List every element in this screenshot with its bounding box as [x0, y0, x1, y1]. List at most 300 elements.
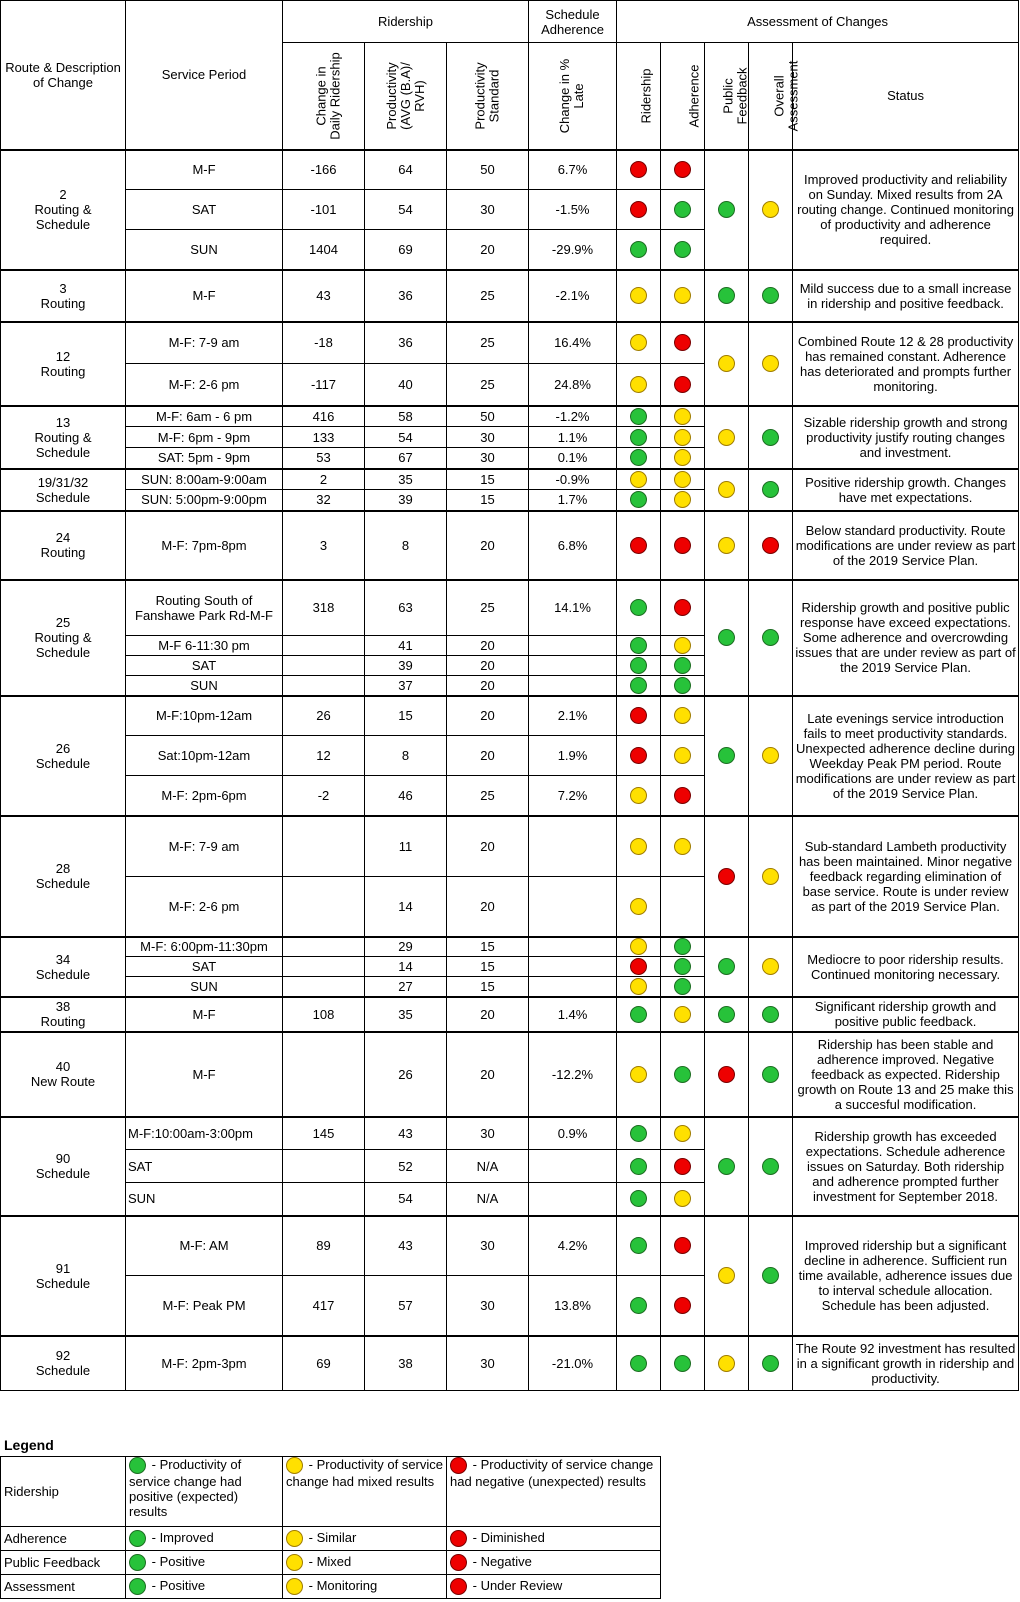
change-late-cell [529, 676, 617, 696]
service-period-cell: M-F:10pm-12am [126, 696, 283, 736]
route-description-line2: Schedule [35, 645, 91, 660]
service-period-cell: M-F: 2pm-6pm [126, 776, 283, 816]
ridership-assessment-cell [617, 190, 661, 230]
adherence-assessment-cell [661, 511, 705, 580]
ridership-assessment-cell [617, 427, 661, 448]
table-row [1, 997, 1019, 1032]
overall-green-indicator-icon [762, 1158, 779, 1175]
legend-green-text: - Improved [151, 1529, 214, 1545]
overall-assessment-cell [749, 1032, 793, 1117]
route-cell [1, 270, 126, 322]
adherence-red-indicator-icon [674, 1158, 691, 1175]
adherence-red-indicator-icon [674, 1237, 691, 1254]
ridership-assessment-cell [617, 776, 661, 816]
ridership-yellow-indicator-icon [630, 334, 647, 351]
overall-assessment-cell [749, 1117, 793, 1216]
productivity-cell: 29 [365, 937, 447, 957]
adherence-assessment-cell [661, 150, 705, 190]
productivity-cell: 67 [365, 448, 447, 469]
overall-green-indicator-icon [762, 1006, 779, 1023]
adherence-assessment-cell [661, 364, 705, 406]
ridership-assessment-cell [617, 1216, 661, 1276]
ridership-assessment-cell [617, 937, 661, 957]
change-ridership-cell [283, 1150, 365, 1183]
ridership-green-indicator-icon [630, 1158, 647, 1175]
adherence-yellow-indicator-icon [674, 471, 691, 488]
service-period-cell: M-F: Peak PM [126, 1276, 283, 1336]
route-cell [1, 1216, 126, 1336]
ridership-assessment-cell [617, 448, 661, 469]
change-ridership-cell: 318 [283, 580, 365, 636]
legend-red-dot-icon [450, 1457, 467, 1474]
adherence-green-indicator-icon [674, 677, 691, 694]
legend-green-text: - Positive [151, 1577, 206, 1593]
change-ridership-cell: 53 [283, 448, 365, 469]
change-late-cell: 0.1% [529, 448, 617, 469]
status-cell: Mediocre to poor ridership results. Continued monitoring necessary. [793, 937, 1019, 997]
overall-green-indicator-icon [762, 481, 779, 498]
productivity-standard-cell: 20 [447, 877, 529, 937]
legend-yellow-text: - Similar [308, 1529, 357, 1545]
legend-red-text: - Diminished [472, 1529, 545, 1545]
change-late-cell [529, 636, 617, 656]
ridership-assessment-cell [617, 877, 661, 937]
route-description: New Route [30, 1074, 96, 1089]
ridership-red-indicator-icon [630, 747, 647, 764]
status-cell: Positive ridership growth. Changes have met expectations. [793, 469, 1019, 511]
adherence-green-indicator-icon [674, 657, 691, 674]
service-period-cell: M-F: 2-6 pm [126, 877, 283, 937]
feedback-yellow-indicator-icon [718, 1267, 735, 1284]
route-number: 92 [55, 1348, 71, 1364]
productivity-standard-cell: N/A [447, 1183, 529, 1216]
adherence-assessment-cell [661, 676, 705, 696]
change-ridership-cell [283, 676, 365, 696]
overall-yellow-indicator-icon [762, 201, 779, 218]
overall-assessment-cell [749, 322, 793, 406]
change-late-cell: 2.1% [529, 696, 617, 736]
feedback-green-indicator-icon [718, 629, 735, 646]
route-number: 28 [55, 861, 71, 876]
legend-yellow-dot-icon [286, 1578, 303, 1595]
ridership-green-indicator-icon [630, 1006, 647, 1023]
service-period-cell: M-F [126, 270, 283, 322]
adherence-yellow-indicator-icon [674, 408, 691, 425]
productivity-cell: 57 [365, 1276, 447, 1336]
adherence-assessment-cell [661, 1216, 705, 1276]
overall-yellow-indicator-icon [762, 958, 779, 975]
overall-green-indicator-icon [762, 429, 779, 446]
adherence-assessment-cell [661, 816, 705, 877]
legend-red-cell [447, 1527, 661, 1551]
ridership-red-indicator-icon [630, 161, 647, 178]
feedback-green-indicator-icon [718, 747, 735, 764]
adherence-assessment-cell [661, 776, 705, 816]
change-ridership-cell: 2 [283, 469, 365, 490]
ridership-assessment-cell [617, 580, 661, 636]
feedback-green-indicator-icon [718, 958, 735, 975]
ridership-assessment-cell [617, 977, 661, 997]
route-description: Routing [40, 1014, 86, 1029]
legend-row [1, 1457, 661, 1527]
legend-green-cell [126, 1575, 283, 1599]
legend-row [1, 1575, 661, 1599]
table-row [1, 1032, 1019, 1117]
change-late-cell [529, 1150, 617, 1183]
change-ridership-cell [283, 937, 365, 957]
route-cell [1, 150, 126, 270]
adherence-assessment-cell [661, 427, 705, 448]
table-row [1, 580, 1019, 636]
route-number: 13 [55, 414, 71, 430]
feedback-green-indicator-icon [718, 1158, 735, 1175]
change-late-cell [529, 816, 617, 877]
service-period-cell: M-F: 2-6 pm [126, 364, 283, 406]
table-row [1, 469, 1019, 490]
productivity-standard-cell: 15 [447, 490, 529, 511]
service-period-cell: SUN: 5:00pm-9:00pm [126, 490, 283, 511]
change-ridership-cell: -101 [283, 190, 365, 230]
schedule-adherence-header: Schedule Adherence [529, 1, 617, 43]
adherence-assessment-cell [661, 448, 705, 469]
ridership-green-indicator-icon [630, 429, 647, 446]
public-feedback-cell [705, 696, 749, 816]
productivity-standard-cell: 30 [447, 1216, 529, 1276]
route-number: 90 [55, 1151, 71, 1166]
route-description-line2: Schedule [35, 444, 91, 460]
ridership-assessment-cell [617, 1183, 661, 1216]
ridership-assessment-cell [617, 1276, 661, 1336]
change-ridership-cell: -18 [283, 322, 365, 364]
route-description: Routing [40, 295, 86, 311]
service-period-cell: Routing South of Fanshawe Park Rd-M-F [126, 580, 283, 636]
route-description: Routing & [34, 630, 92, 645]
table-row [1, 1216, 1019, 1276]
route-description: Schedule [35, 1275, 91, 1291]
adherence-assessment-cell [661, 656, 705, 676]
table-row [1, 1336, 1019, 1391]
ridership-green-indicator-icon [630, 677, 647, 694]
assessment-group-header: Assessment of Changes [617, 1, 1019, 43]
legend-table [0, 1456, 661, 1599]
adherence-yellow-indicator-icon [674, 707, 691, 724]
service-period-cell: M-F: 7-9 am [126, 816, 283, 877]
service-period-header: Service Period [126, 1, 283, 150]
productivity-standard-cell: 50 [447, 406, 529, 427]
route-description: Schedule [35, 1363, 91, 1379]
productivity-cell: 36 [365, 270, 447, 322]
change-late-cell [529, 957, 617, 977]
route-cell [1, 997, 126, 1032]
adherence-red-indicator-icon [674, 334, 691, 351]
legend-yellow-cell [283, 1575, 447, 1599]
service-period-cell: M-F: 6pm - 9pm [126, 427, 283, 448]
change-ridership-cell: -166 [283, 150, 365, 190]
productivity-cell: 69 [365, 230, 447, 270]
adherence-yellow-indicator-icon [674, 287, 691, 304]
change-ridership-cell: 108 [283, 997, 365, 1032]
productivity-standard-cell: 20 [447, 511, 529, 580]
legend-yellow-dot-icon [286, 1554, 303, 1571]
ridership-assessment-cell [617, 469, 661, 490]
service-period-cell: M-F: 7pm-8pm [126, 511, 283, 580]
productivity-standard-cell: 30 [447, 1117, 529, 1150]
overall-yellow-indicator-icon [762, 355, 779, 372]
ridership-yellow-indicator-icon [630, 1066, 647, 1083]
ridership-green-indicator-icon [630, 241, 647, 258]
overall-assessment-cell [749, 150, 793, 270]
public-feedback-cell [705, 270, 749, 322]
productivity-standard-cell: 25 [447, 270, 529, 322]
adherence-assessment-cell [661, 580, 705, 636]
legend-green-cell [126, 1457, 283, 1527]
legend-red-text: - Productivity of service change had negative (unexpected) results [450, 1457, 654, 1490]
table-row [1, 150, 1019, 190]
route-number: 40 [55, 1059, 71, 1074]
overall-assessment-cell [749, 511, 793, 580]
status-cell: Sizable ridership growth and strong productivity justify routing changes and investment. [793, 406, 1019, 469]
service-period-cell: SAT [126, 1150, 283, 1183]
ridership-green-indicator-icon [630, 1125, 647, 1142]
route-number: 3 [59, 280, 67, 296]
change-ridership-cell [283, 957, 365, 977]
productivity-cell: 8 [365, 736, 447, 776]
legend-yellow-dot-icon [286, 1530, 303, 1547]
ridership-green-indicator-icon [630, 1355, 647, 1372]
ridership-assessment-cell [617, 150, 661, 190]
adherence-green-indicator-icon [674, 241, 691, 258]
status-cell: Combined Route 12 & 28 productivity has remained constant. Adherence has deteriorated and prompts further monitoring. [793, 322, 1019, 406]
productivity-cell: 43 [365, 1117, 447, 1150]
ridership-assessment-cell [617, 696, 661, 736]
productivity-cell: 39 [365, 490, 447, 511]
change-ridership-cell: -117 [283, 364, 365, 406]
route-number: 26 [55, 740, 71, 756]
adherence-assessment-cell [661, 270, 705, 322]
adherence-green-indicator-icon [674, 978, 691, 995]
service-period-cell: M-F:10:00am-3:00pm [126, 1117, 283, 1150]
legend-yellow-cell [283, 1551, 447, 1575]
change-late-cell: -1.2% [529, 406, 617, 427]
public-feedback-cell [705, 997, 749, 1032]
change-late-cell: -21.0% [529, 1336, 617, 1391]
adherence-green-indicator-icon [674, 938, 691, 955]
adherence-green-indicator-icon [674, 201, 691, 218]
productivity-cell: 26 [365, 1032, 447, 1117]
adherence-assessment-cell [661, 1183, 705, 1216]
legend-row [1, 1551, 661, 1575]
ridership-red-indicator-icon [630, 537, 647, 554]
ridership-assessment-cell [617, 1150, 661, 1183]
adherence-assessment-cell [661, 736, 705, 776]
overall-green-indicator-icon [762, 629, 779, 646]
productivity-standard-header: Productivity Standard [447, 43, 529, 150]
legend-green-cell [126, 1527, 283, 1551]
change-ridership-cell [283, 636, 365, 656]
productivity-standard-cell: 50 [447, 150, 529, 190]
change-late-cell: 1.4% [529, 997, 617, 1032]
adherence-assessment-cell [661, 997, 705, 1032]
feedback-green-indicator-icon [718, 201, 735, 218]
public-feedback-cell [705, 150, 749, 270]
productivity-standard-cell: 20 [447, 1032, 529, 1117]
productivity-header: Productivity (AVG (B.A)/ RVH) [365, 43, 447, 150]
overall-assessment-cell [749, 270, 793, 322]
adherence-assessment-cell [661, 469, 705, 490]
adherence-assessment-cell [661, 957, 705, 977]
change-late-cell: 14.1% [529, 580, 617, 636]
legend-green-cell [126, 1551, 283, 1575]
status-cell: Sub-standard Lambeth productivity has been maintained. Minor negative feedback regarding elimination of base service. Route is under review as part of the 2019 Service Plan. [793, 816, 1019, 937]
ridership-green-indicator-icon [630, 1297, 647, 1314]
legend-title: Legend [4, 1437, 54, 1453]
legend-label: Adherence [1, 1527, 126, 1551]
route-description: Schedule [35, 489, 91, 505]
productivity-cell: 64 [365, 150, 447, 190]
productivity-standard-cell: 15 [447, 957, 529, 977]
ridership-green-indicator-icon [630, 449, 647, 466]
adherence-green-indicator-icon [674, 958, 691, 975]
adherence-assessment-cell [661, 322, 705, 364]
adherence-red-indicator-icon [674, 599, 691, 616]
adherence-assessment-cell [661, 1117, 705, 1150]
change-late-cell: 0.9% [529, 1117, 617, 1150]
ridership-yellow-indicator-icon [630, 938, 647, 955]
feedback-yellow-indicator-icon [718, 429, 735, 446]
productivity-cell: 14 [365, 957, 447, 977]
productivity-cell: 41 [365, 636, 447, 656]
productivity-cell: 58 [365, 406, 447, 427]
change-ridership-cell: 89 [283, 1216, 365, 1276]
change-late-cell [529, 977, 617, 997]
legend-green-dot-icon [129, 1578, 146, 1595]
ridership-assessment-cell [617, 816, 661, 877]
feedback-yellow-indicator-icon [718, 1355, 735, 1372]
legend-green-dot-icon [129, 1554, 146, 1571]
public-feedback-cell [705, 469, 749, 511]
productivity-cell: 54 [365, 427, 447, 448]
table-row [1, 270, 1019, 322]
adherence-yellow-indicator-icon [674, 1006, 691, 1023]
change-late-cell: 6.8% [529, 511, 617, 580]
productivity-standard-cell: 25 [447, 580, 529, 636]
change-late-header: Change in % Late [529, 43, 617, 150]
productivity-standard-cell: 25 [447, 364, 529, 406]
ridership-yellow-indicator-icon [630, 471, 647, 488]
adherence-yellow-indicator-icon [674, 429, 691, 446]
service-period-cell: SUN [126, 676, 283, 696]
legend-yellow-cell [283, 1457, 447, 1527]
productivity-standard-cell: 30 [447, 1276, 529, 1336]
ridership-assessment-cell [617, 230, 661, 270]
public-feedback-cell [705, 1117, 749, 1216]
service-period-cell: M-F 6-11:30 pm [126, 636, 283, 656]
ridership-assessment-cell [617, 490, 661, 511]
service-period-cell: M-F: AM [126, 1216, 283, 1276]
change-ridership-cell: 69 [283, 1336, 365, 1391]
route-cell [1, 469, 126, 511]
ridership-yellow-indicator-icon [630, 376, 647, 393]
change-ridership-cell: 416 [283, 406, 365, 427]
overall-assessment-cell [749, 1216, 793, 1336]
adherence-yellow-indicator-icon [674, 449, 691, 466]
route-number: 24 [55, 530, 71, 545]
ridership-green-indicator-icon [630, 408, 647, 425]
route-number: 34 [55, 951, 71, 967]
change-ridership-cell [283, 1183, 365, 1216]
legend-green-dot-icon [129, 1530, 146, 1547]
table-row [1, 322, 1019, 364]
productivity-cell: 52 [365, 1150, 447, 1183]
public-feedback-cell [705, 511, 749, 580]
productivity-cell: 35 [365, 469, 447, 490]
adherence-assessment-cell [661, 1032, 705, 1117]
change-ridership-cell: 12 [283, 736, 365, 776]
adherence-yellow-indicator-icon [674, 491, 691, 508]
service-period-cell: M-F: 6am - 6 pm [126, 406, 283, 427]
ridership-assessment-cell [617, 511, 661, 580]
adherence-assessment-cell [661, 937, 705, 957]
legend-red-text: - Negative [472, 1553, 532, 1569]
legend-label: Assessment [1, 1575, 126, 1599]
change-late-cell: 1.9% [529, 736, 617, 776]
ridership-assessment-cell [617, 1117, 661, 1150]
feedback-green-indicator-icon [718, 1006, 735, 1023]
feedback-red-indicator-icon [718, 1066, 735, 1083]
adherence-assessment-cell [661, 1150, 705, 1183]
service-period-cell: M-F [126, 997, 283, 1032]
overall-green-indicator-icon [762, 1066, 779, 1083]
change-late-cell: -2.1% [529, 270, 617, 322]
adherence-assessment-cell [661, 230, 705, 270]
ridership-yellow-indicator-icon [630, 838, 647, 855]
productivity-cell: 35 [365, 997, 447, 1032]
adherence-green-indicator-icon [674, 1066, 691, 1083]
feedback-yellow-indicator-icon [718, 355, 735, 372]
ridership-red-indicator-icon [630, 958, 647, 975]
public-feedback-cell [705, 322, 749, 406]
route-cell [1, 937, 126, 997]
change-late-cell: 4.2% [529, 1216, 617, 1276]
ridership-green-indicator-icon [630, 1237, 647, 1254]
ridership-green-indicator-icon [630, 599, 647, 616]
adherence-assessment-cell [661, 696, 705, 736]
legend-green-dot-icon [129, 1457, 146, 1474]
service-period-cell: SAT [126, 957, 283, 977]
change-ridership-cell: 32 [283, 490, 365, 511]
route-cell [1, 406, 126, 469]
overall-yellow-indicator-icon [762, 868, 779, 885]
change-late-cell: 24.8% [529, 364, 617, 406]
change-ridership-cell: 43 [283, 270, 365, 322]
productivity-standard-cell: 20 [447, 736, 529, 776]
productivity-standard-cell: 20 [447, 636, 529, 656]
productivity-cell: 43 [365, 1216, 447, 1276]
overall-assessment-cell [749, 816, 793, 937]
feedback-yellow-indicator-icon [718, 481, 735, 498]
productivity-cell: 8 [365, 511, 447, 580]
legend-row [1, 1527, 661, 1551]
route-number: 91 [55, 1260, 71, 1276]
legend-yellow-cell [283, 1527, 447, 1551]
overall-green-indicator-icon [762, 287, 779, 304]
adherence-assessment-cell [661, 1276, 705, 1336]
productivity-standard-cell: 25 [447, 776, 529, 816]
ridership-assessment-cell [617, 957, 661, 977]
public-feedback-cell [705, 1216, 749, 1336]
ridership-assessment-cell [617, 656, 661, 676]
adherence-red-indicator-icon [674, 537, 691, 554]
